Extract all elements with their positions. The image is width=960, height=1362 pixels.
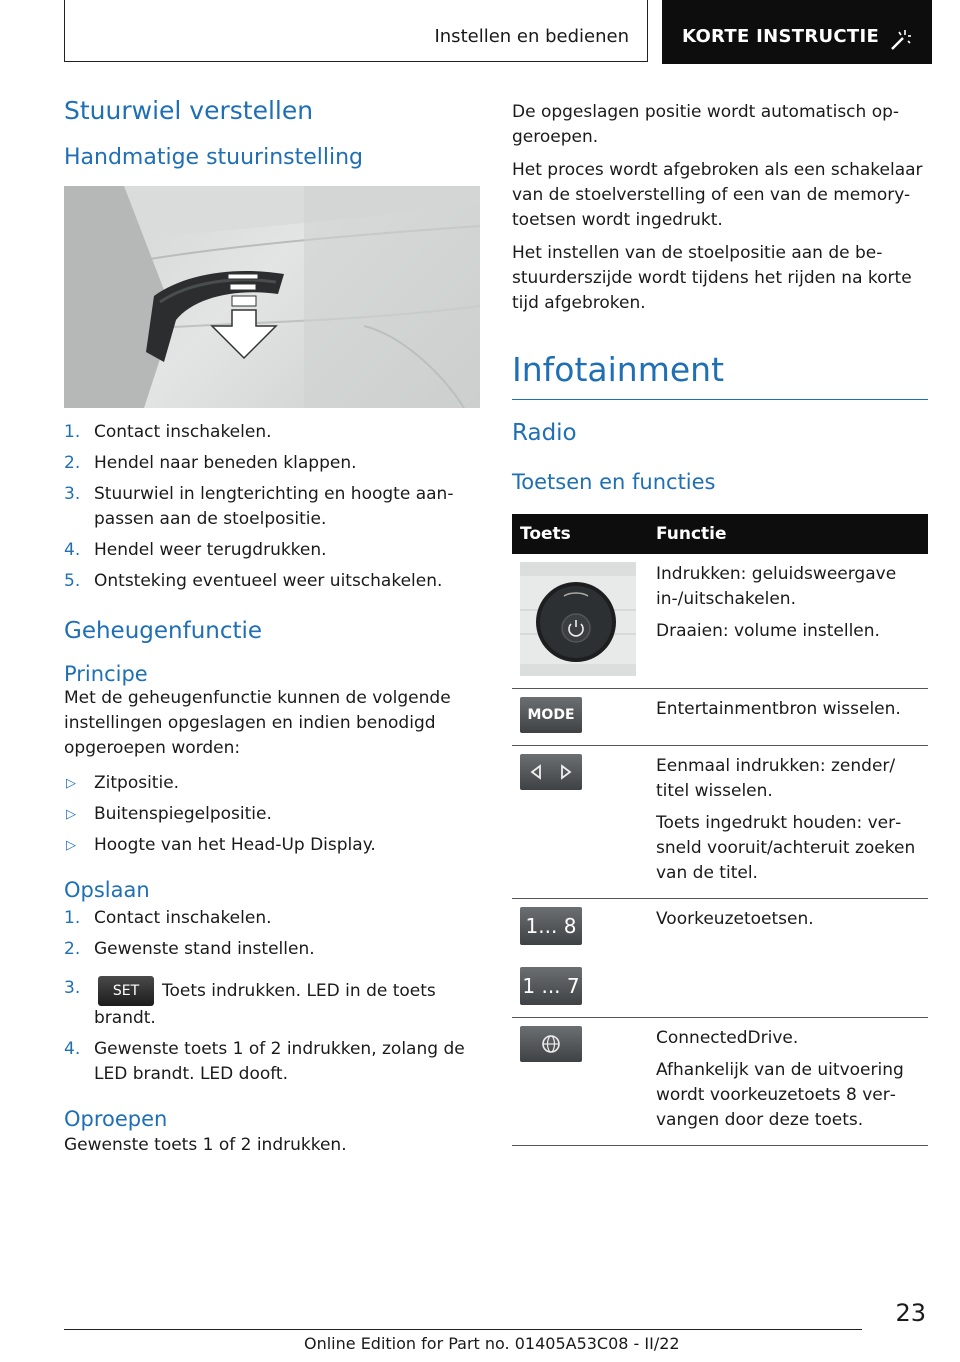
set-button-icon: SET (98, 976, 154, 1006)
right-column (512, 100, 928, 1146)
heading-memory: Geheugenfunctie (64, 618, 263, 644)
paragraph-1: De opgeslagen positie wordt automatisch opgeroepen. (512, 102, 900, 147)
keys-table (512, 514, 928, 1146)
page-number: 23 (895, 1299, 926, 1327)
page-header (64, 0, 932, 64)
table-row: 1... 8 1 ... 7 Voorkeuzetoetsen. (512, 899, 928, 1018)
column-header-function: Functie (648, 514, 928, 554)
recall-text: Gewenste toets 1 of 2 indrukken. (64, 1135, 347, 1155)
list-item: ▷ Zitpositie. (64, 771, 480, 796)
skip-arrows-icon (520, 754, 582, 790)
globe-icon (520, 1026, 582, 1062)
heading-infotainment: Infotainment (512, 350, 928, 400)
triangle-icon: ▷ (66, 807, 76, 822)
principle-text: Met de geheugenfunctie kunnen de volgende instellingen opgeslagen en indien benodigd opgeroepen worden: (64, 688, 451, 758)
steering-lever-photo (64, 186, 480, 408)
connecteddrive-button-icon (520, 1026, 582, 1062)
skip-buttons-icon (520, 754, 582, 790)
lever-illustration (64, 186, 480, 408)
volume-knob-icon (520, 562, 636, 676)
table-row: MODE Entertainmentbron wisselen. (512, 689, 928, 746)
footer-edition: Online Edition for Part no. 01405A53C08 - II/22 (304, 1334, 680, 1353)
list-item: 2. Hendel naar beneden klappen. (64, 453, 357, 473)
table-row: Eenmaal indrukken: zender/ titel wisselen. Toets ingedrukt houden: versneld vooruit/achteruit zoeken van de titel. (512, 746, 928, 899)
heading-radio: Radio (512, 420, 577, 446)
table-header-row (512, 514, 928, 554)
mode-button-icon: MODE (520, 697, 582, 733)
list-item: 3. Stuurwiel in lengterichting en hoogte aanpassen aan de stoelpositie. (64, 484, 454, 529)
list-item: ▷ Hoogte van het Head-Up Display. (64, 833, 480, 858)
list-item: 2. Gewenste stand instellen. (64, 939, 315, 959)
section-title: Instellen en bedienen (434, 26, 629, 47)
column-header-key: Toets (512, 514, 648, 554)
heading-keys: Toetsen en functies (512, 470, 716, 494)
preset-buttons-8-icon: 1... 8 (520, 907, 582, 945)
heading-manual: Handmatige stuurinstelling (64, 145, 364, 170)
table-row: Indrukken: geluidsweergave in-/uitschakelen. Draaien: volume instellen. (512, 554, 928, 689)
section-tab (64, 0, 648, 62)
wand-icon (888, 28, 912, 52)
principle-list (64, 771, 480, 858)
footer-divider (64, 1329, 862, 1330)
heading-save: Opslaan (64, 878, 150, 902)
list-item: 1. Contact inschakelen. (64, 908, 272, 928)
list-item: 4. Gewenste toets 1 of 2 indrukken, zolang de LED brandt. LED dooft. (64, 1039, 465, 1084)
list-item: ▷ Buitenspiegelpositie. (64, 802, 480, 827)
paragraph-2: Het proces wordt afgebroken als een schakelaar van de stoelverstelling of een van de memory-toetsen wordt ingedrukt. (512, 160, 923, 230)
preset-buttons-7-icon: 1 ... 7 (520, 967, 582, 1005)
chapter-title: KORTE INSTRUCTIE (682, 26, 880, 47)
left-column (64, 96, 480, 1158)
triangle-icon: ▷ (66, 776, 76, 791)
list-item: 3. SET Toets indrukken. LED in de toets brandt. (64, 978, 436, 1028)
paragraph-3: Het instellen van de stoelpositie aan de bestuurderszijde wordt tijdens het rijden na korte tijd afgebroken. (512, 243, 912, 313)
save-steps-list (64, 906, 480, 1087)
manual-steps-list (64, 420, 480, 594)
heading-principle: Principe (64, 662, 148, 686)
list-item: 5. Ontsteking eventueel weer uitschakelen. (64, 571, 443, 591)
list-item: 1. Contact inschakelen. (64, 422, 272, 442)
heading-steering: Stuurwiel verstellen (64, 96, 314, 125)
list-item: 4. Hendel weer terugdrukken. (64, 540, 327, 560)
heading-recall: Oproepen (64, 1107, 168, 1131)
chapter-tab (662, 0, 932, 64)
triangle-icon: ▷ (66, 838, 76, 853)
table-row: ConnectedDrive. Afhankelijk van de uitvoering wordt voorkeuzetoets 8 vervangen door deze toets. (512, 1018, 928, 1146)
